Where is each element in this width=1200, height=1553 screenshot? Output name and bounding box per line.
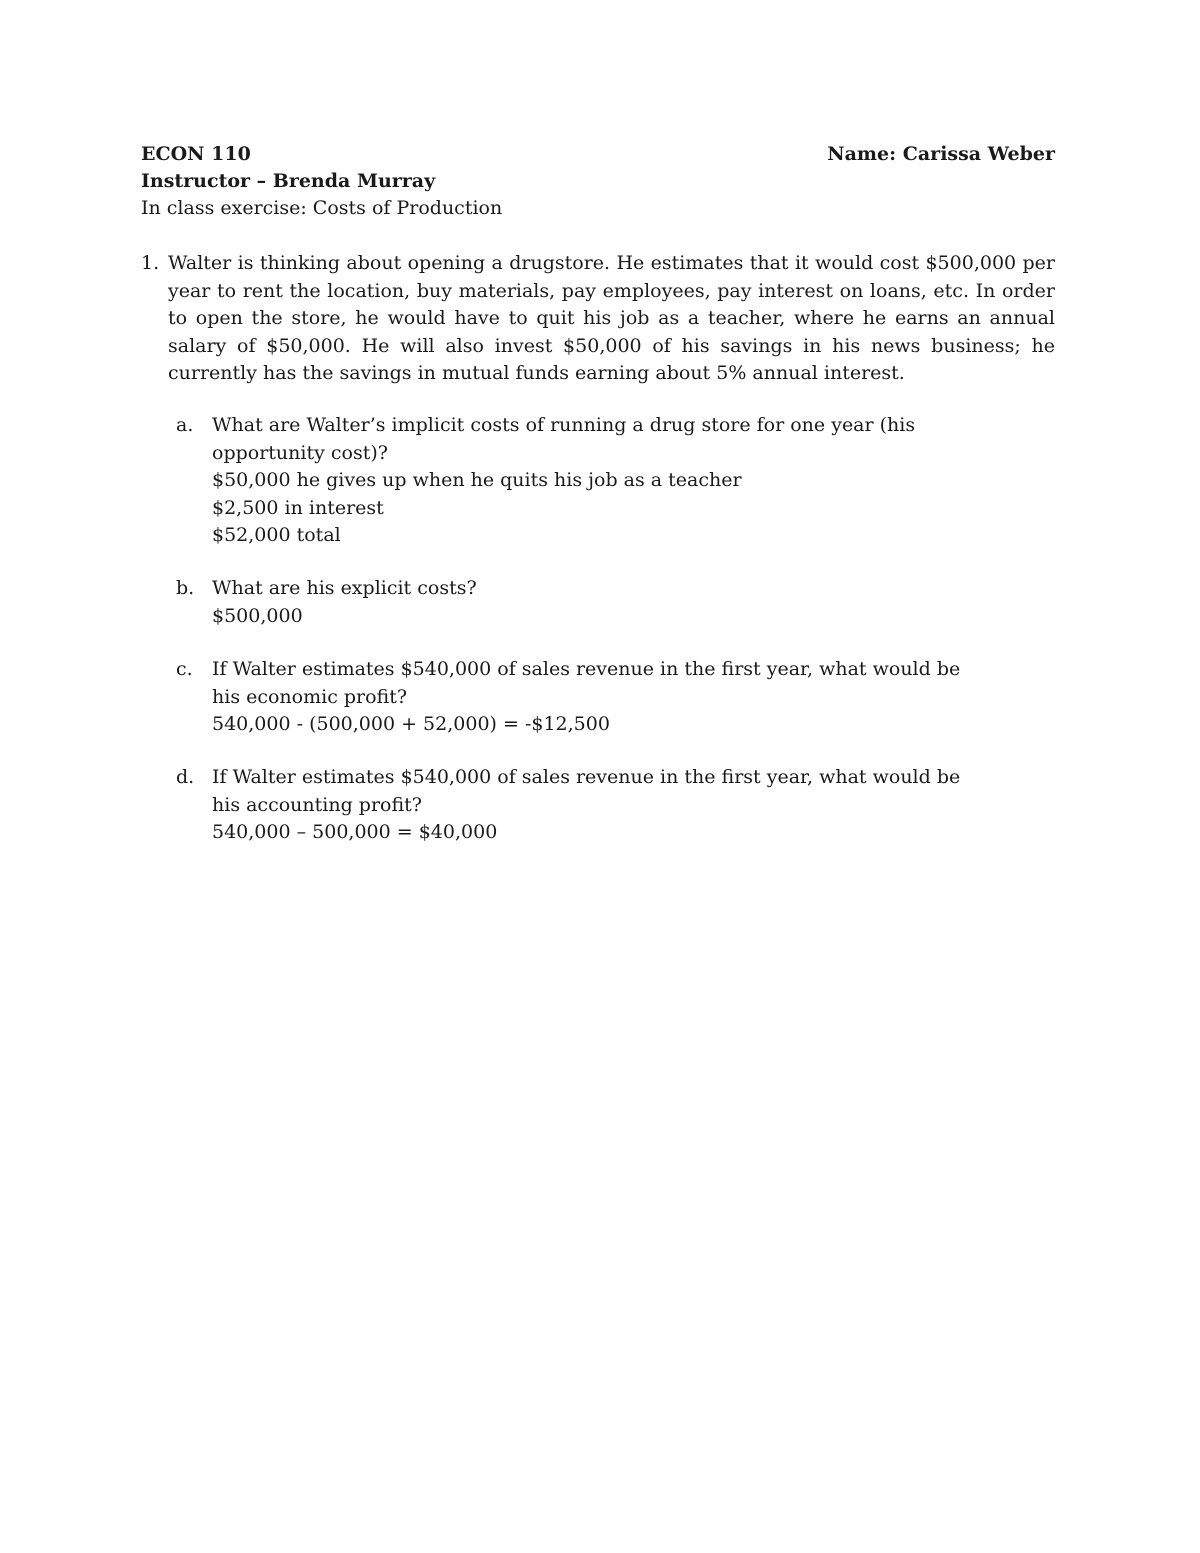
part-question: What are Walter’s implicit costs of running a drug store for one year (his opportunity cost)? xyxy=(212,414,916,464)
question-1 xyxy=(141,250,1055,388)
part-letter: b. xyxy=(176,577,195,599)
part-c xyxy=(176,656,1026,739)
course-title: ECON 110 xyxy=(141,143,251,165)
answer-line: $50,000 he gives up when he quits his job as a teacher xyxy=(212,469,742,491)
answer-line: 540,000 - (500,000 + 52,000) = -$12,500 xyxy=(212,713,610,735)
answer-line: 540,000 – 500,000 = $40,000 xyxy=(212,821,498,843)
exercise-title: In class exercise: Costs of Production xyxy=(141,197,503,219)
part-d xyxy=(176,764,1026,847)
student-name: Name: Carissa Weber xyxy=(827,143,1055,165)
part-question: If Walter estimates $540,000 of sales revenue in the first year, what would be his accounting profit? xyxy=(212,766,961,816)
part-letter: d. xyxy=(176,766,195,788)
question-text: Walter is thinking about opening a drugstore. He estimates that it would cost $500,000 per year to rent the location, buy materials, pay employees, pay interest on loans, etc. In order to open the store, he would have to quit his job as a teacher, where he earns an annual salary of $50,000. He will also invest $50,000 of his savings in his news business; he currently has the savings in mutual funds earning about 5% annual interest. xyxy=(168,252,1055,384)
part-letter: c. xyxy=(176,658,193,680)
answer-line: $52,000 total xyxy=(212,524,341,546)
question-number: 1. xyxy=(141,252,160,274)
part-a xyxy=(176,412,1026,550)
part-question: What are his explicit costs? xyxy=(212,577,477,599)
instructor-line: Instructor – Brenda Murray xyxy=(141,170,436,192)
part-letter: a. xyxy=(176,414,194,436)
part-question: If Walter estimates $540,000 of sales revenue in the first year, what would be his economic profit? xyxy=(212,658,961,708)
part-b xyxy=(176,575,1026,630)
answer-line: $2,500 in interest xyxy=(212,496,384,519)
answer-line: $500,000 xyxy=(212,604,303,627)
header-row xyxy=(141,143,1055,165)
